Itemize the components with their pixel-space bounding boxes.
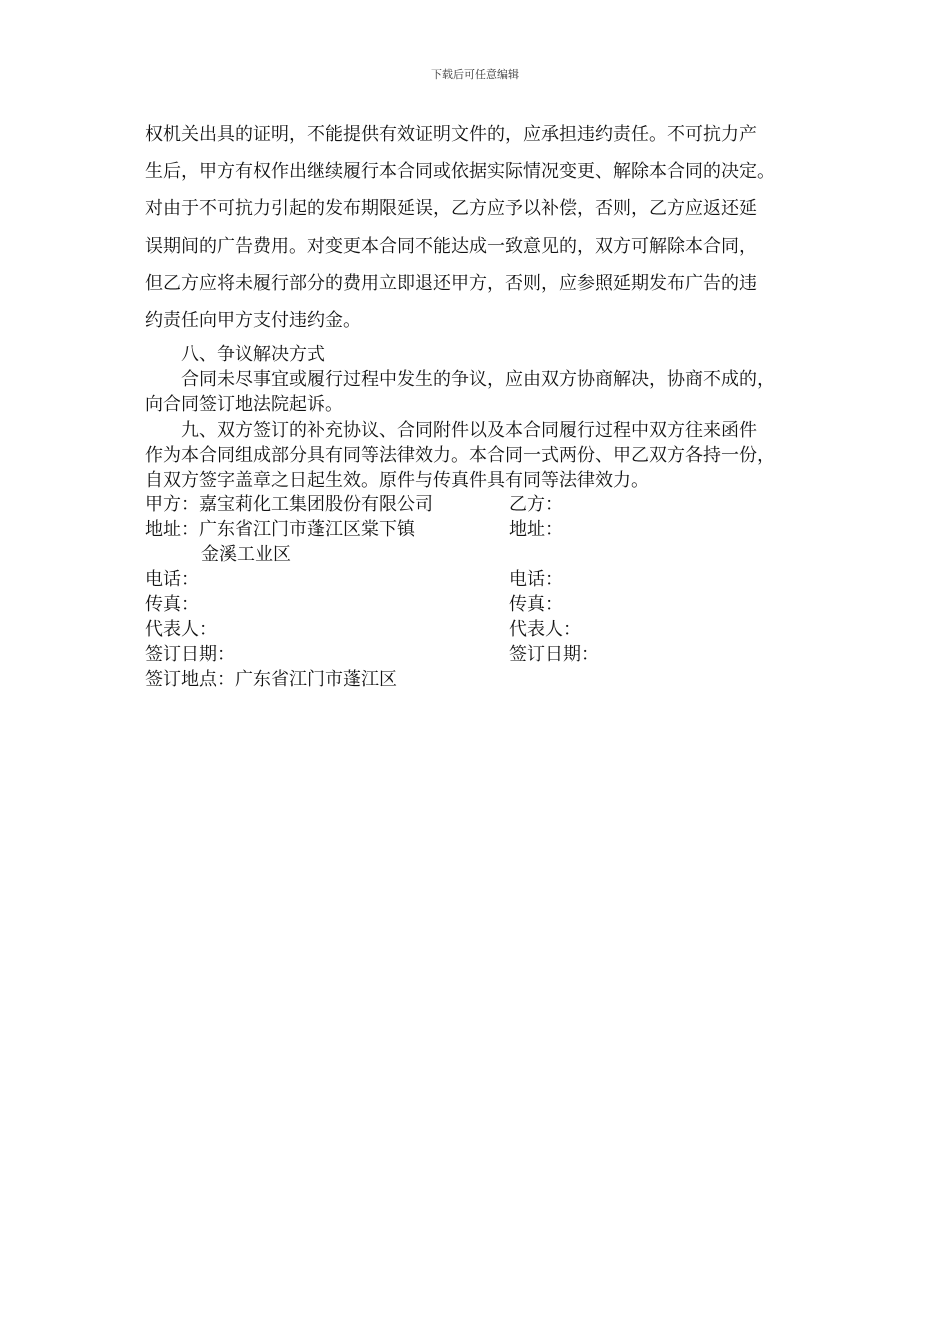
sign-place-label: 签订地点：广东省江门市蓬江区	[145, 669, 397, 690]
text-line: 对由于不可抗力引起的发布期限延误，乙方应予以补偿，否则，乙方应返还延	[145, 198, 757, 220]
party-a-label: 甲方：嘉宝莉化工集团股份有限公司	[145, 494, 433, 515]
text-line: 约责任向甲方支付违约金。	[145, 310, 361, 332]
paragraph-force-majeure	[145, 116, 810, 339]
text-line: 权机关出具的证明，不能提供有效证明文件的，应承担违约责任。不可抗力产	[145, 124, 757, 145]
signature-row-place	[145, 667, 815, 692]
text-line: 自双方签字盖章之日起生效。原件与传真件具有同等法律效力。	[145, 470, 649, 491]
text-line: 生后，甲方有权作出继续履行本合同或依据实际情况变更、解除本合同的决定。	[145, 161, 775, 183]
address-b-label: 地址：	[509, 519, 563, 540]
text-line: 作为本合同组成部分具有同等法律效力。本合同一式两份、甲乙双方各持一份，	[145, 445, 775, 466]
representative-a-label: 代表人：	[145, 619, 217, 640]
address-a-label: 地址：广东省江门市蓬江区棠下镇	[145, 519, 415, 540]
section-supplementary-agreement	[145, 418, 815, 493]
signature-row-representative	[145, 617, 815, 642]
party-b-label: 乙方：	[509, 494, 563, 515]
signature-row-party	[145, 492, 815, 517]
fax-b-label: 传真：	[509, 594, 563, 615]
section-heading: 八、争议解决方式	[181, 344, 325, 365]
sign-date-b-label: 签订日期：	[509, 644, 599, 665]
signature-block	[145, 492, 815, 692]
section-dispute-resolution	[145, 342, 815, 417]
signature-row-phone	[145, 567, 815, 592]
text-line: 向合同签订地法院起诉。	[145, 394, 343, 415]
text-line: 合同未尽事宜或履行过程中发生的争议，应由双方协商解决，协商不成的，	[181, 369, 775, 390]
representative-b-label: 代表人：	[509, 619, 581, 640]
phone-a-label: 电话：	[145, 569, 199, 590]
signature-row-address-cont	[145, 542, 815, 567]
signature-row-date	[145, 642, 815, 667]
phone-b-label: 电话：	[509, 569, 563, 590]
address-a-continued: 金溪工业区	[201, 544, 291, 565]
fax-a-label: 传真：	[145, 594, 199, 615]
page-header: 下载后可任意编辑	[431, 68, 519, 81]
signature-row-address	[145, 517, 815, 542]
text-line: 九、双方签订的补充协议、合同附件以及本合同履行过程中双方往来函件	[181, 420, 757, 441]
text-line: 误期间的广告费用。对变更本合同不能达成一致意见的，双方可解除本合同，	[145, 235, 757, 257]
sign-date-a-label: 签订日期：	[145, 644, 235, 665]
text-line: 但乙方应将未履行部分的费用立即退还甲方，否则，应参照延期发布广告的违	[145, 272, 757, 294]
signature-row-fax	[145, 592, 815, 617]
